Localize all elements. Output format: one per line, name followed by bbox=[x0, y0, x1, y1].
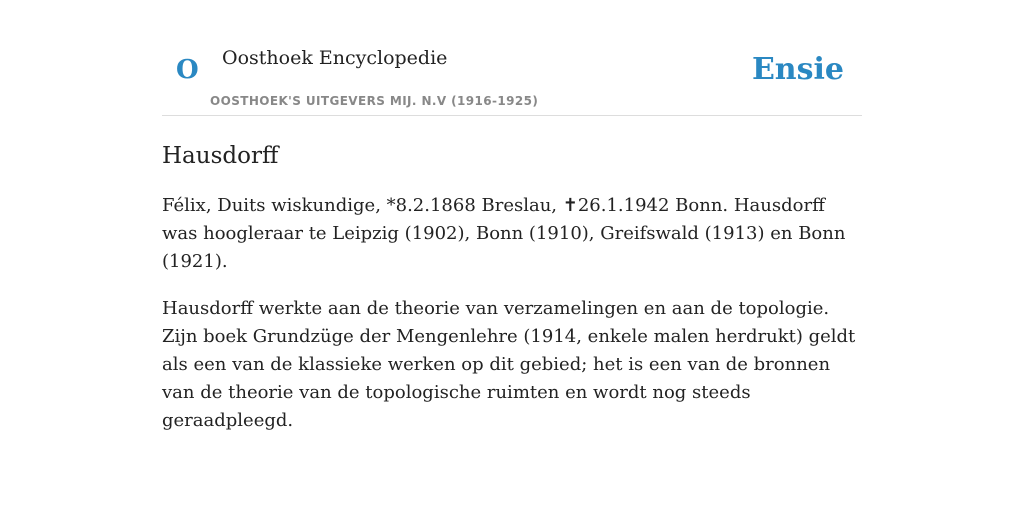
source-subtitle: OOSTHOEK'S UITGEVERS MIJ. N.V (1916-1925) bbox=[210, 94, 539, 108]
ensie-logo-link[interactable]: Ensie bbox=[751, 52, 844, 87]
source-header bbox=[162, 0, 862, 116]
source-logo[interactable]: O bbox=[176, 55, 199, 85]
article-paragraph-2: Hausdorff werkte aan de theorie van verzamelingen en aan de topologie. Zijn boek Grundzüge der Mengenlehre (1914, enkele malen herdrukt) geldt als een van de klassieke werken op dit gebied; het is een van de bronnen van de theorie van de topologische ruimten en wordt nog steeds geraadpleegd. bbox=[162, 298, 856, 431]
article-paragraph-1: Félix, Duits wiskundige, *8.2.1868 Breslau, ✝26.1.1942 Bonn. Hausdorff was hoogleraar te Leipzig (1902), Bonn (1910), Greifswald (1913) en Bonn (1921). bbox=[162, 195, 846, 272]
source-title[interactable]: Oosthoek Encyclopedie bbox=[222, 47, 448, 69]
article-title: Hausdorff bbox=[162, 143, 279, 169]
page-content bbox=[162, 0, 862, 435]
